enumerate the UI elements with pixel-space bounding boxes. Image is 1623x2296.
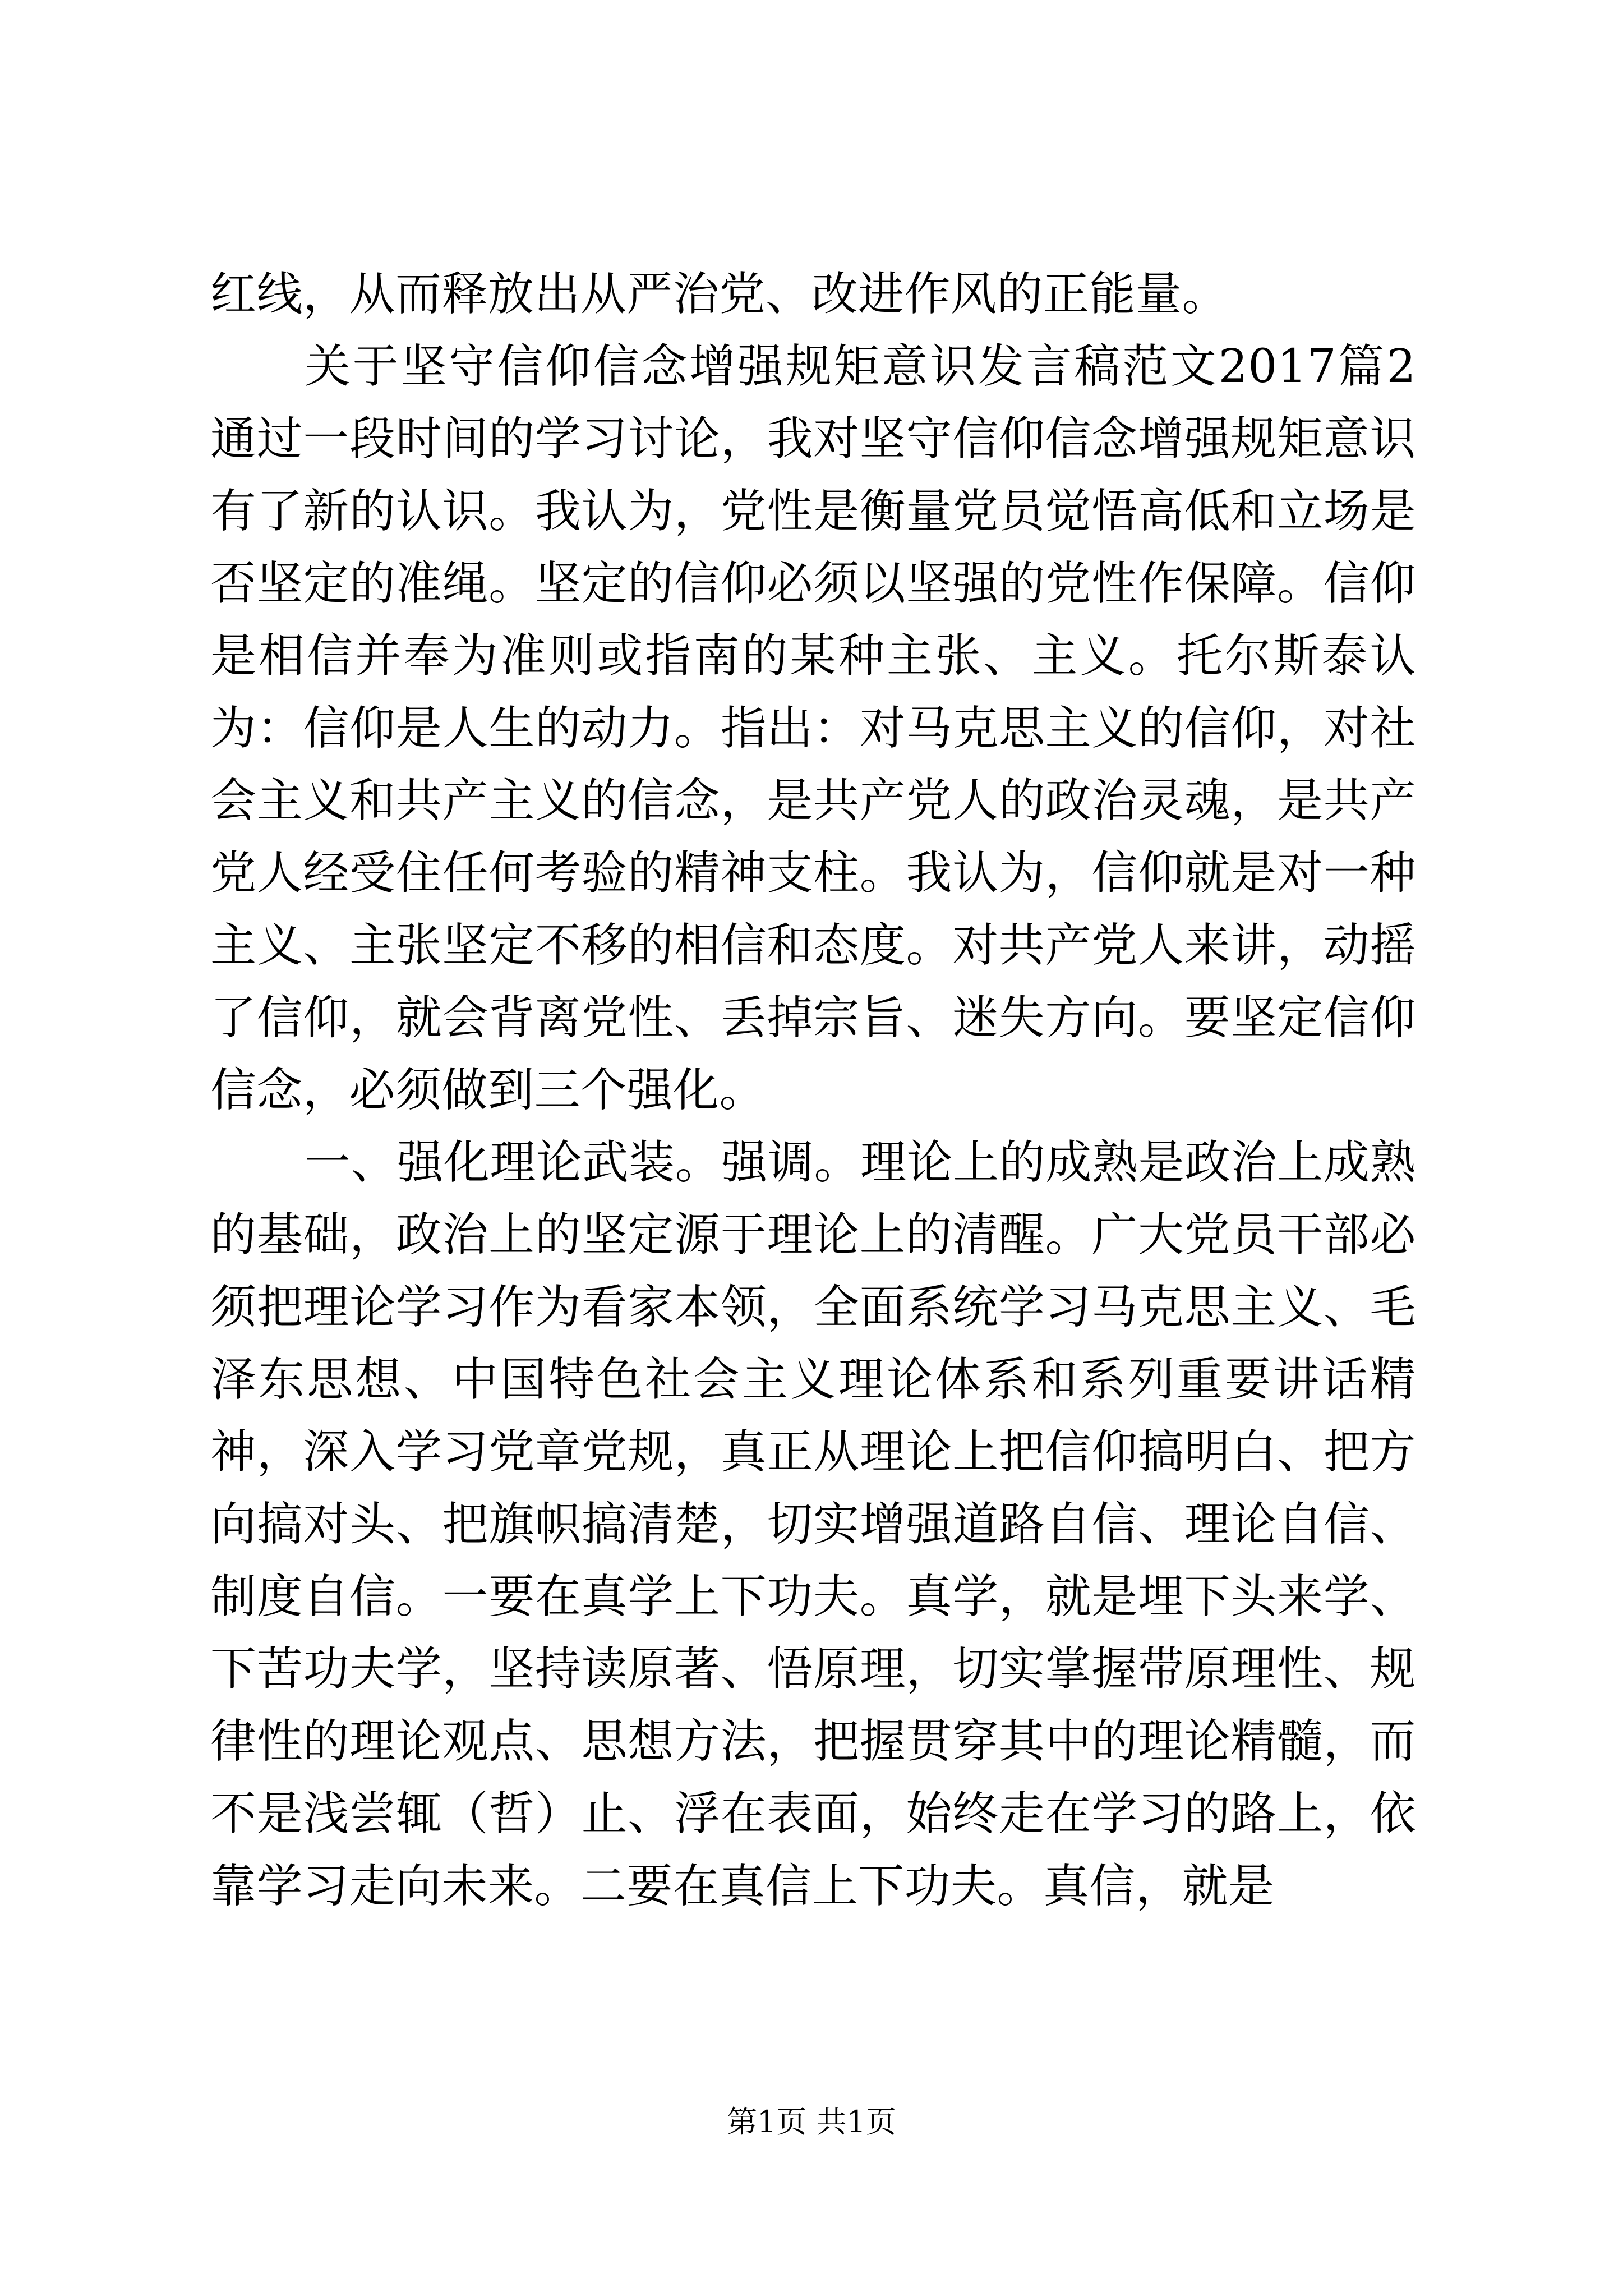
paragraph-intro: 关于坚守信仰信念增强规矩意识发言稿范文2017篇2通过一段时间的学习讨论，我对坚守信仰信念增强规矩意识有了新的认识。我认为，党性是衡量党员觉悟高低和立场是否坚定的准绳。坚定的信仰必须以坚强的党性作保障。信仰是相信并奉为准则或指南的某种主张、主义。托尔斯泰认为：信仰是人生的动力。指出：对马克思主义的信仰，对社会主义和共产主义的信念，是共产党人的政治灵魂，是共产党人经受住任何考验的精神支柱。我认为，信仰就是对一种主义、主张坚定不移的相信和态度。对共产党人来讲，动摇了信仰，就会背离党性、丢掉宗旨、迷失方向。要坚定信仰信念，必须做到三个强化。 [210, 340, 1416, 1117]
document-body [210, 258, 1416, 1922]
paragraph-section-one: 一、强化理论武装。强调。理论上的成熟是政治上成熟的基础，政治上的坚定源于理论上的清醒。广大党员干部必须把理论学习作为看家本领，全面系统学习马克思主义、毛泽东思想、中国特色社会主义理论体系和系列重要讲话精神，深入学习党章党规，真正从理论上把信仰搞明白、把方向搞对头、把旗帜搞清楚，切实增强道路自信、理论自信、制度自信。一要在真学上下功夫。真学，就是埋下头来学、下苦功夫学，坚持读原著、悟原理，切实掌握带原理性、规律性的理论观点、思想方法，把握贯穿其中的理论精髓，而不是浅尝辄（哲）止、浮在表面，始终走在学习的路上，依靠学习走向未来。二要在真信上下功夫。真信，就是 [210, 1136, 1416, 1913]
paragraph-continuation: 红线，从而释放出从严治党、改进作风的正能量。 [210, 268, 1229, 321]
page-footer: 第1页 共1页 [727, 2104, 896, 2139]
